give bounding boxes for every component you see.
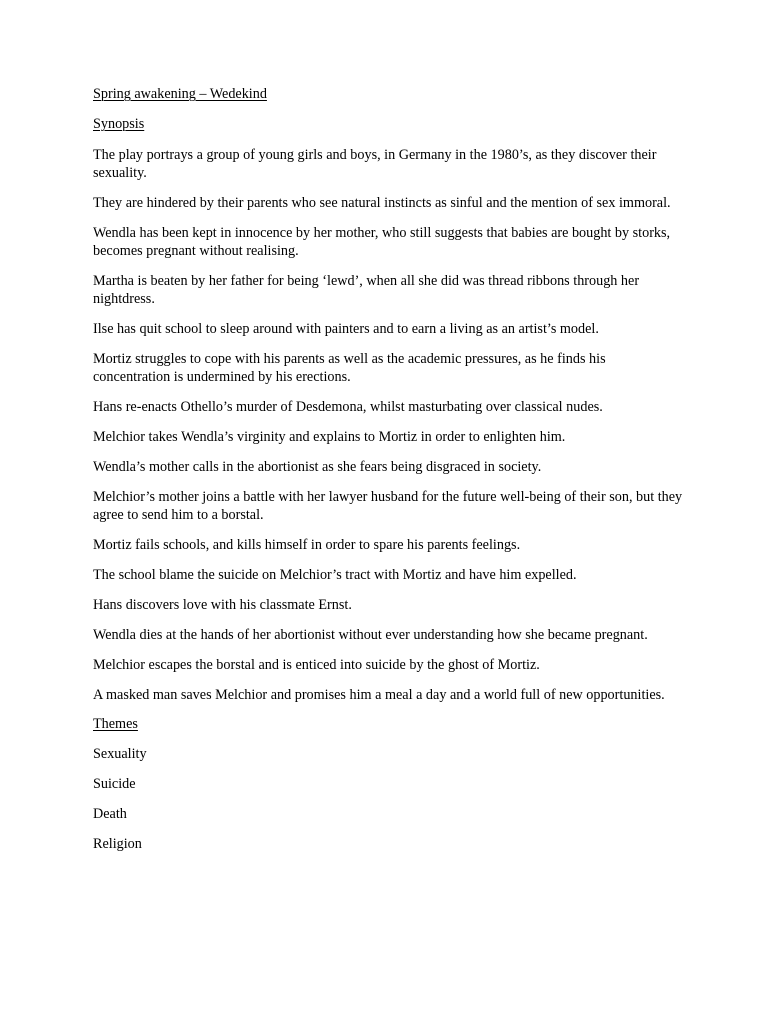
theme-item: Death bbox=[93, 806, 127, 822]
synopsis-paragraph: Wendla’s mother calls in the abortionist as she fears being disgraced in society. bbox=[93, 459, 542, 475]
document-title: Spring awakening – Wedekind bbox=[93, 86, 267, 102]
synopsis-paragraph: Mortiz struggles to cope with his parents as well as the academic pressures, as he finds his concentration is undermined by his erections. bbox=[93, 351, 606, 385]
themes-list bbox=[93, 746, 683, 853]
synopsis-paragraph: The school blame the suicide on Melchior’s tract with Mortiz and have him expelled. bbox=[93, 567, 577, 583]
themes-heading: Themes bbox=[93, 716, 138, 732]
synopsis-paragraph: Wendla dies at the hands of her abortionist without ever understanding how she became pregnant. bbox=[93, 627, 648, 643]
synopsis-paragraph: Hans re-enacts Othello’s murder of Desdemona, whilst masturbating over classical nudes. bbox=[93, 399, 603, 415]
theme-item: Religion bbox=[93, 836, 142, 852]
synopsis-paragraph: Martha is beaten by her father for being ‘lewd’, when all she did was thread ribbons through her nightdress. bbox=[93, 273, 640, 307]
synopsis-paragraph: They are hindered by their parents who see natural instincts as sinful and the mention of sex immoral. bbox=[93, 195, 671, 211]
synopsis-heading: Synopsis bbox=[93, 116, 145, 132]
synopsis-paragraph: Ilse has quit school to sleep around with painters and to earn a living as an artist’s model. bbox=[93, 321, 599, 337]
synopsis-paragraph: Melchior’s mother joins a battle with her lawyer husband for the future well-being of their son, but they agree to send him to a borstal. bbox=[93, 489, 683, 523]
theme-item: Sexuality bbox=[93, 746, 147, 762]
synopsis-paragraph: A masked man saves Melchior and promises him a meal a day and a world full of new opportunities. bbox=[93, 687, 665, 703]
synopsis-section bbox=[93, 146, 683, 704]
document-page bbox=[93, 86, 683, 866]
synopsis-paragraph: Mortiz fails schools, and kills himself in order to spare his parents feelings. bbox=[93, 537, 521, 553]
synopsis-paragraph: Melchior escapes the borstal and is enticed into suicide by the ghost of Mortiz. bbox=[93, 657, 540, 673]
theme-item: Suicide bbox=[93, 776, 136, 792]
synopsis-paragraph: The play portrays a group of young girls and boys, in Germany in the 1980’s, as they discover their sexuality. bbox=[93, 147, 657, 181]
synopsis-paragraph: Melchior takes Wendla’s virginity and explains to Mortiz in order to enlighten him. bbox=[93, 429, 566, 445]
synopsis-paragraph: Wendla has been kept in innocence by her mother, who still suggests that babies are bought by storks, becomes pregnant without realising. bbox=[93, 225, 671, 259]
synopsis-paragraph: Hans discovers love with his classmate Ernst. bbox=[93, 597, 352, 613]
